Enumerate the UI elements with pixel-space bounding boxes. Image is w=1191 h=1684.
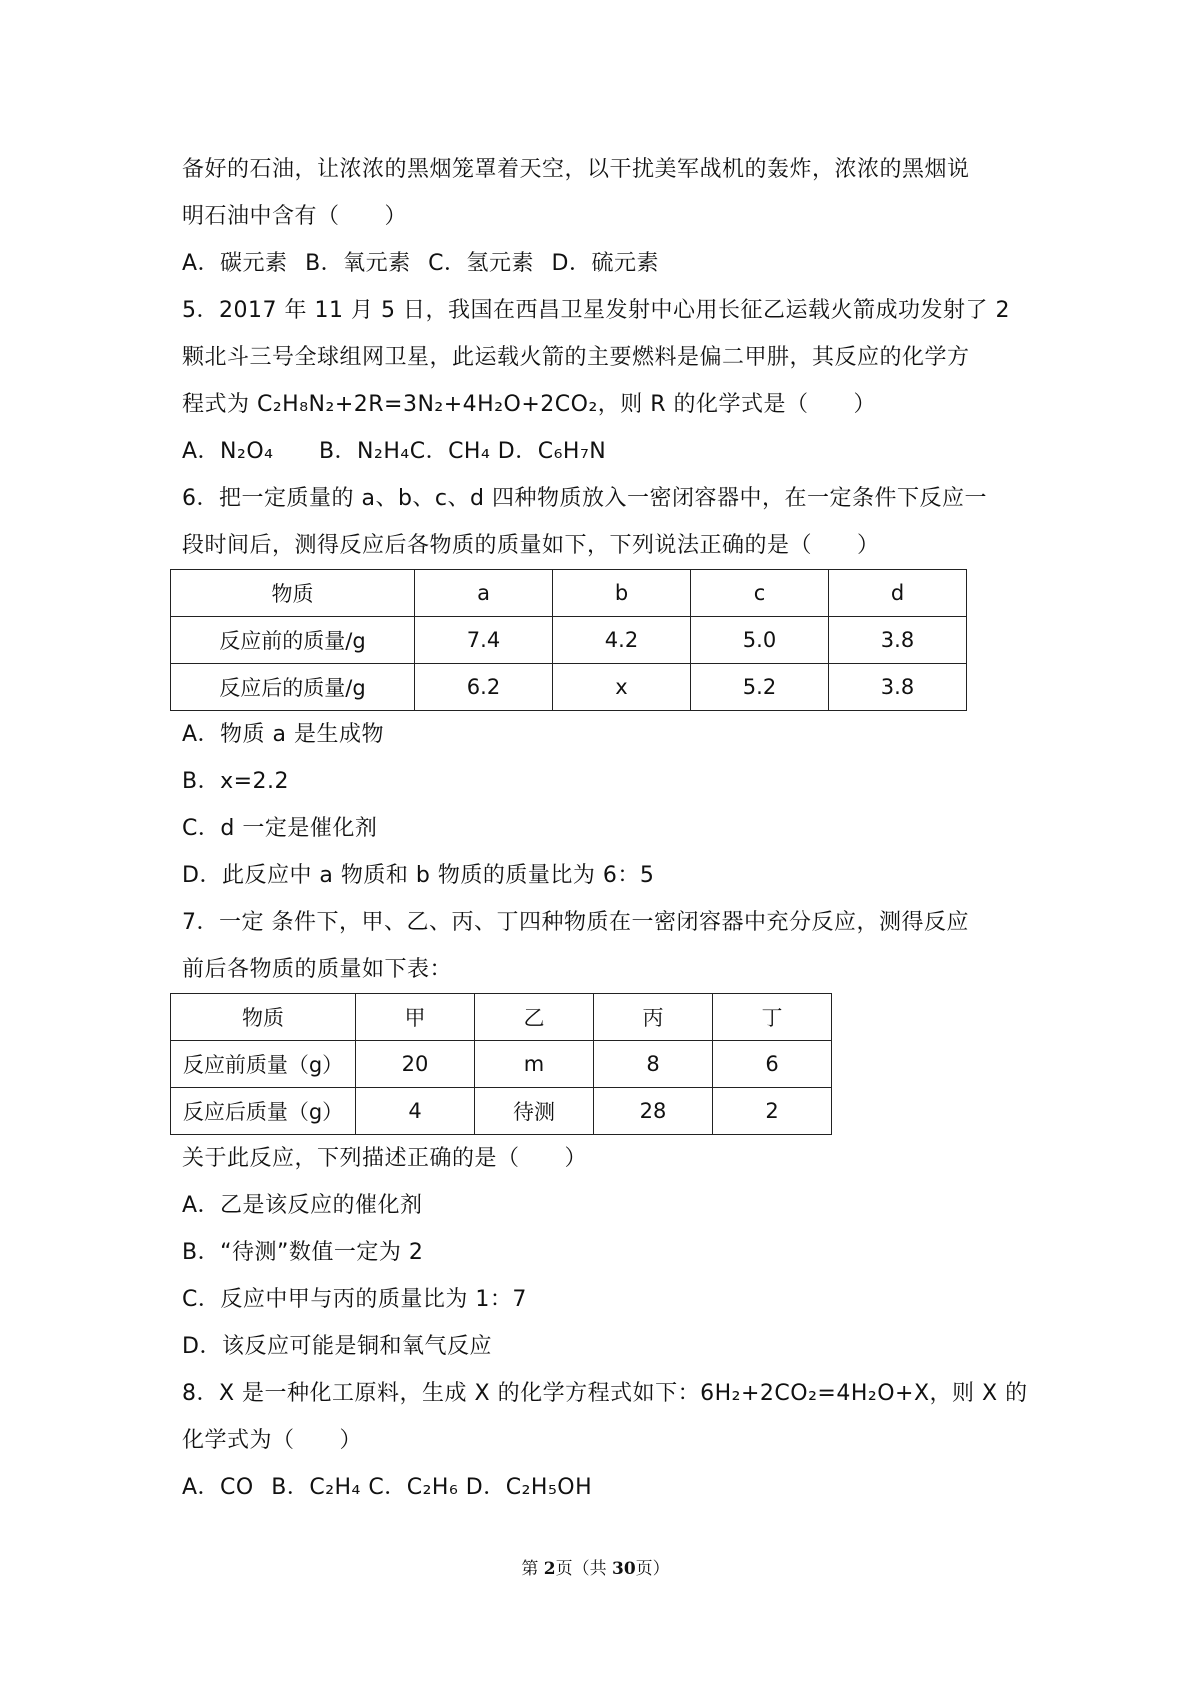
table-cell: 8 <box>594 1041 713 1088</box>
table-cell: 反应后的质量/g <box>171 664 415 711</box>
table-cell: x <box>553 664 691 711</box>
q6-option-b: B．x=2.2 <box>182 769 290 794</box>
table-header-cell: 甲 <box>356 994 475 1041</box>
question-4-options <box>182 240 1022 287</box>
q5-option-b: B．N₂H₄ <box>318 439 410 464</box>
q7-option-c: C．反应中甲与丙的质量比为 1：7 <box>182 1287 527 1312</box>
question-8-options <box>182 1464 1022 1511</box>
question-6-stem-line-1: 6．把一定质量的 a、b、c、d 四种物质放入一密闭容器中，在一定条件下反应一 <box>182 486 987 511</box>
table-cell: 28 <box>594 1088 713 1135</box>
q8-option-d: D．C₂H₅OH <box>465 1475 593 1500</box>
table-cell: 6 <box>713 1041 832 1088</box>
question-6-stem-line-2: 段时间后，测得反应后各物质的质量如下，下列说法正确的是（ ） <box>182 533 880 558</box>
question-7-stem-line-1: 7．一定 条件下，甲、乙、丙、丁四种物质在一密闭容器中充分反应，测得反应 <box>182 910 969 935</box>
question-6-table <box>170 569 967 711</box>
table-header-cell: c <box>691 570 829 617</box>
q8-line1-prefix: 8．X 是一种化工原料，生成 X 的化学方程式如下： <box>182 1381 701 1406</box>
table-row <box>171 617 967 664</box>
table-header-row <box>171 994 832 1041</box>
table-cell: 4 <box>356 1088 475 1135</box>
q4-option-d: D．硫元素 <box>551 251 659 276</box>
table-header-cell: 物质 <box>171 570 415 617</box>
q4-option-c: C．氢元素 <box>428 251 535 276</box>
q8-equation: 6H₂+2CO₂=4H₂O+X <box>700 1381 930 1406</box>
table-header-cell: 乙 <box>475 994 594 1041</box>
question-7-table <box>170 993 832 1135</box>
q5-equation: C₂H₈N₂+2R=3N₂+4H₂O+2CO₂ <box>257 392 598 417</box>
q8-option-a: A．CO <box>182 1475 254 1500</box>
q8-option-b: B．C₂H₄ <box>271 1475 361 1500</box>
footer-page-number: 2 <box>543 1559 556 1579</box>
page-footer <box>0 1554 1191 1579</box>
q5-line3-suffix: ，则 R 的化学式是（ ） <box>597 392 877 417</box>
table-cell: 反应前质量（g） <box>171 1041 356 1088</box>
question-5-stem-line-3 <box>182 381 1022 428</box>
question-7-stem: 关于此反应，下列描述正确的是（ ） <box>182 1146 588 1171</box>
footer-middle: 页（共 <box>555 1559 612 1579</box>
table-header-cell: 丁 <box>713 994 832 1041</box>
q4-option-b: B．氧元素 <box>305 251 411 276</box>
table-cell: 反应前的质量/g <box>171 617 415 664</box>
table-cell: 5.2 <box>691 664 829 711</box>
table-cell: 待测 <box>475 1088 594 1135</box>
table-cell: 5.0 <box>691 617 829 664</box>
q5-option-d: D．C₆H₇N <box>497 439 607 464</box>
question-4-stem-line-2: 明石油中含有（ ） <box>182 204 408 229</box>
table-cell: 20 <box>356 1041 475 1088</box>
q7-option-d: D．该反应可能是铜和氧气反应 <box>182 1334 492 1359</box>
question-8-stem-line-2: 化学式为（ ） <box>182 1428 363 1453</box>
question-8-stem-line-1 <box>182 1370 1028 1417</box>
question-4-stem-line-1: 备好的石油，让浓浓的黑烟笼罩着天空，以干扰美军战机的轰炸，浓浓的黑烟说 <box>182 157 970 182</box>
table-header-cell: 丙 <box>594 994 713 1041</box>
table-header-cell: a <box>415 570 553 617</box>
q6-option-a: A．物质 a 是生成物 <box>182 722 385 747</box>
table-cell: 4.2 <box>553 617 691 664</box>
table-header-cell: d <box>829 570 967 617</box>
q6-option-c: C．d 一定是催化剂 <box>182 816 378 841</box>
table-cell: 6.2 <box>415 664 553 711</box>
table-cell: m <box>475 1041 594 1088</box>
footer-prefix: 第 <box>521 1559 544 1579</box>
footer-suffix: 页） <box>635 1559 670 1579</box>
table-header-row <box>171 570 967 617</box>
question-5-options <box>182 428 1022 475</box>
question-5-stem-line-1: 5．2017 年 11 月 5 日，我国在西昌卫星发射中心用长征乙运载火箭成功发射了 2 <box>182 298 1010 323</box>
table-header-cell: b <box>553 570 691 617</box>
page-content <box>182 146 1028 1511</box>
footer-total-pages: 30 <box>611 1559 636 1579</box>
question-7-stem-line-2: 前后各物质的质量如下表： <box>182 957 453 982</box>
table-row <box>171 664 967 711</box>
table-row <box>171 1088 832 1135</box>
q4-option-a: A．碳元素 <box>182 251 288 276</box>
q7-option-b: B．“待测”数值一定为 2 <box>182 1240 424 1265</box>
q6-option-d: D．此反应中 a 物质和 b 物质的质量比为 6：5 <box>182 863 655 888</box>
table-cell: 3.8 <box>829 664 967 711</box>
table-cell: 2 <box>713 1088 832 1135</box>
question-5-stem-line-2: 颗北斗三号全球组网卫星，此运载火箭的主要燃料是偏二甲肼，其反应的化学方 <box>182 345 970 370</box>
q8-option-c: C．C₂H₆ <box>368 1475 459 1500</box>
q8-line1-suffix: ，则 X 的 <box>929 1381 1028 1406</box>
table-header-cell: 物质 <box>171 994 356 1041</box>
q5-option-a: A．N₂O₄ <box>182 439 274 464</box>
table-cell: 7.4 <box>415 617 553 664</box>
table-row <box>171 1041 832 1088</box>
q7-option-a: A．乙是该反应的催化剂 <box>182 1193 423 1218</box>
table-cell: 反应后质量（g） <box>171 1088 356 1135</box>
q5-option-c: C．CH₄ <box>409 439 491 464</box>
q5-line3-prefix: 程式为 <box>182 392 257 417</box>
table-cell: 3.8 <box>829 617 967 664</box>
